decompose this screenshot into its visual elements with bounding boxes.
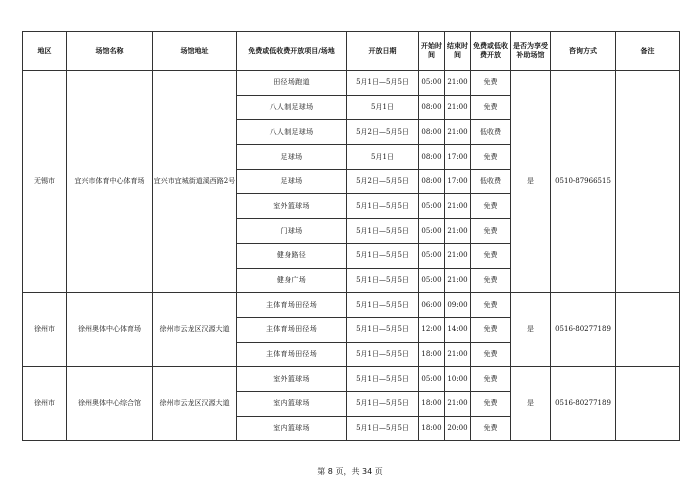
start-time-cell: 12:00 (419, 317, 445, 342)
fee-type-cell: 免费 (471, 219, 511, 244)
start-time-cell: 18:00 (419, 342, 445, 367)
header-items: 免费或低收费开放项目/场地 (237, 32, 347, 71)
remarks-cell (616, 71, 680, 293)
venue-name-cell: 徐州奥体中心体育场 (67, 293, 153, 367)
header-dates: 开放日期 (347, 32, 419, 71)
fee-type-cell: 低收费 (471, 120, 511, 145)
fee-type-cell: 免费 (471, 391, 511, 416)
start-time-cell: 18:00 (419, 416, 445, 441)
header-start-time: 开始时间 (419, 32, 445, 71)
item-cell: 八人制足球场 (237, 120, 347, 145)
fee-type-cell: 免费 (471, 416, 511, 441)
contact-cell: 0516-80277189 (551, 293, 616, 367)
contact-cell: 0510-87966515 (551, 71, 616, 293)
dates-cell: 5月1日—5月5日 (347, 391, 419, 416)
venue-name-cell: 徐州奥体中心综合馆 (67, 367, 153, 441)
fee-type-cell: 免费 (471, 243, 511, 268)
end-time-cell: 21:00 (445, 243, 471, 268)
item-cell: 门球场 (237, 219, 347, 244)
table-row (23, 293, 680, 318)
table-body (23, 71, 680, 441)
header-venue-name: 场馆名称 (67, 32, 153, 71)
remarks-cell (616, 293, 680, 367)
item-cell: 足球场 (237, 169, 347, 194)
item-cell: 八人制足球场 (237, 95, 347, 120)
item-cell: 田径场跑道 (237, 71, 347, 96)
venue-address-cell: 徐州市云龙区汉源大道 (153, 293, 237, 367)
fee-type-cell: 免费 (471, 367, 511, 392)
fee-type-cell: 免费 (471, 194, 511, 219)
end-time-cell: 14:00 (445, 317, 471, 342)
dates-cell: 5月1日—5月5日 (347, 293, 419, 318)
header-region: 地区 (23, 32, 67, 71)
header-end-time: 结束时间 (445, 32, 471, 71)
item-cell: 室内篮球场 (237, 391, 347, 416)
dates-cell: 5月1日—5月5日 (347, 367, 419, 392)
dates-cell: 5月2日—5月5日 (347, 120, 419, 145)
end-time-cell: 21:00 (445, 194, 471, 219)
start-time-cell: 05:00 (419, 219, 445, 244)
start-time-cell: 05:00 (419, 367, 445, 392)
fee-type-cell: 免费 (471, 145, 511, 170)
page-footer: 第 8 页，共 34 页 (317, 467, 383, 476)
fee-type-cell: 免费 (471, 95, 511, 120)
item-cell: 健身广场 (237, 268, 347, 293)
start-time-cell: 08:00 (419, 145, 445, 170)
end-time-cell: 21:00 (445, 391, 471, 416)
item-cell: 主体育场田径场 (237, 317, 347, 342)
dates-cell: 5月1日—5月5日 (347, 416, 419, 441)
start-time-cell: 06:00 (419, 293, 445, 318)
start-time-cell: 18:00 (419, 391, 445, 416)
start-time-cell: 08:00 (419, 120, 445, 145)
table-row (23, 71, 680, 96)
region-cell: 无锡市 (23, 71, 67, 293)
end-time-cell: 21:00 (445, 268, 471, 293)
subsidy-cell: 是 (511, 71, 551, 293)
header-fee-type: 免费或低收费开放 (471, 32, 511, 71)
dates-cell: 5月1日—5月5日 (347, 194, 419, 219)
header-contact: 咨询方式 (551, 32, 616, 71)
venue-address-cell: 宜兴市宜城街道溪西路2号 (153, 71, 237, 293)
end-time-cell: 21:00 (445, 342, 471, 367)
item-cell: 室外篮球场 (237, 367, 347, 392)
region-cell: 徐州市 (23, 367, 67, 441)
item-cell: 主体育场田径场 (237, 293, 347, 318)
fee-type-cell: 免费 (471, 342, 511, 367)
start-time-cell: 05:00 (419, 194, 445, 219)
dates-cell: 5月1日 (347, 145, 419, 170)
end-time-cell: 21:00 (445, 120, 471, 145)
start-time-cell: 08:00 (419, 95, 445, 120)
dates-cell: 5月1日—5月5日 (347, 71, 419, 96)
end-time-cell: 21:00 (445, 219, 471, 244)
start-time-cell: 08:00 (419, 169, 445, 194)
fee-type-cell: 免费 (471, 71, 511, 96)
fee-type-cell: 免费 (471, 268, 511, 293)
start-time-cell: 05:00 (419, 243, 445, 268)
region-cell: 徐州市 (23, 293, 67, 367)
contact-cell: 0516-80277189 (551, 367, 616, 441)
dates-cell: 5月1日—5月5日 (347, 219, 419, 244)
fee-type-cell: 免费 (471, 293, 511, 318)
header-row (23, 32, 680, 71)
item-cell: 足球场 (237, 145, 347, 170)
start-time-cell: 05:00 (419, 71, 445, 96)
venue-address-cell: 徐州市云龙区汉源大道 (153, 367, 237, 441)
end-time-cell: 10:00 (445, 367, 471, 392)
end-time-cell: 20:00 (445, 416, 471, 441)
dates-cell: 5月1日—5月5日 (347, 317, 419, 342)
end-time-cell: 21:00 (445, 95, 471, 120)
subsidy-cell: 是 (511, 367, 551, 441)
dates-cell: 5月1日—5月5日 (347, 268, 419, 293)
dates-cell: 5月1日—5月5日 (347, 342, 419, 367)
remarks-cell (616, 367, 680, 441)
dates-cell: 5月1日 (347, 95, 419, 120)
item-cell: 健身路径 (237, 243, 347, 268)
fee-type-cell: 低收费 (471, 169, 511, 194)
subsidy-cell: 是 (511, 293, 551, 367)
header-subsidy: 是否为享受补助场馆 (511, 32, 551, 71)
table-row (23, 367, 680, 392)
header-remarks: 备注 (616, 32, 680, 71)
header-venue-address: 场馆地址 (153, 32, 237, 71)
item-cell: 主体育场田径场 (237, 342, 347, 367)
dates-cell: 5月1日—5月5日 (347, 243, 419, 268)
item-cell: 室外篮球场 (237, 194, 347, 219)
venue-table (22, 31, 680, 441)
venue-name-cell: 宜兴市体育中心体育场 (67, 71, 153, 293)
end-time-cell: 09:00 (445, 293, 471, 318)
end-time-cell: 17:00 (445, 169, 471, 194)
end-time-cell: 21:00 (445, 71, 471, 96)
dates-cell: 5月2日—5月5日 (347, 169, 419, 194)
fee-type-cell: 免费 (471, 317, 511, 342)
item-cell: 室内篮球场 (237, 416, 347, 441)
end-time-cell: 17:00 (445, 145, 471, 170)
start-time-cell: 05:00 (419, 268, 445, 293)
